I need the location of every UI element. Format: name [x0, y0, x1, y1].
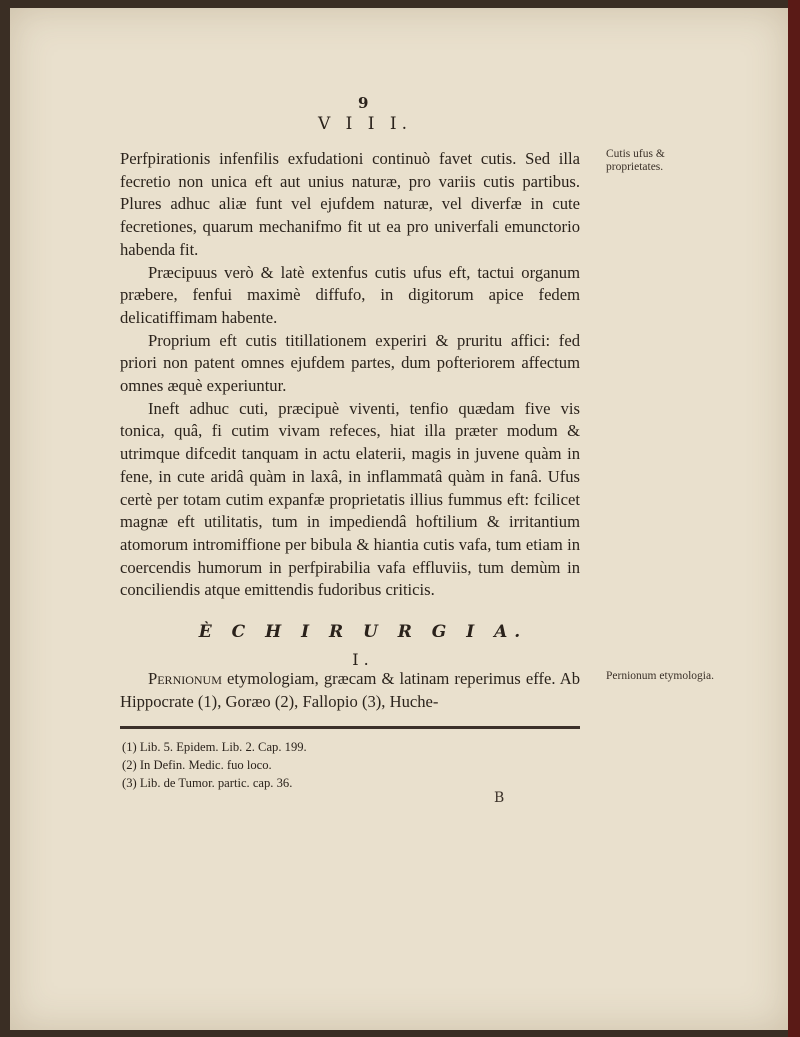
footnote: (2) In Defin. Medic. fuo loco.	[122, 758, 272, 772]
paragraph: Perfpirationis infenfilis exfudationi continuò favet cutis. Sed illa fecretio non unica eft aut unius naturæ, pro variis cutis partibus. Plures adhuc aliæ funt vel ejufdem naturæ, vel diverfæ in cute fecretiones, quarum mechanifmo fit ut ea pro univerfali emunctorio habenda fit.	[120, 149, 580, 259]
main-text	[120, 148, 580, 602]
smallcaps-word: Pernionum	[148, 669, 222, 688]
paragraph-rest: etymologiam, græcam & latinam reperimus effe. Ab Hippocrate (1), Goræo (2), Fallopio (3), Huche-	[120, 669, 580, 711]
footnotes	[122, 738, 562, 792]
chapter-subheading: È C H I R U R G I A.	[198, 622, 528, 642]
paragraph: Præcipuus verò & latè extenfus cutis ufus eft, tactui organum præbere, fenfui maximè diffufo, in digitorum apice fedem delicatiffimam habente.	[120, 262, 580, 327]
main-text-2	[120, 668, 580, 713]
footnote-rule	[120, 726, 580, 729]
footnote: (1) Lib. 5. Epidem. Lib. 2. Cap. 199.	[122, 740, 307, 754]
paragraph: Proprium eft cutis titillationem experiri & pruritu affici: fed priori non patent omnes ejufdem partes, dum pofteriorem affectum omnes æquè experiuntur.	[120, 330, 580, 396]
paragraph	[120, 668, 580, 713]
paragraph: Ineft adhuc cuti, præcipuè viventi, tenfio quædam five vis tonica, quâ, fi cutim vivam refeces, hiat illa præter modum & utrimque difcedit tanquam in actu elaterii, magis in juvene quàm in fene, in cute aridâ quàm in laxâ, in inflammatâ quàm in fanâ. Ufus certè per totam cutim expanfæ proprietatis illius fummus eft: fcilicet magnæ eft utilitatis, tum in impediendâ hoftilium & irritantium atomorum intromiffione per bibula & hiantia cutis vafa, tum etiam in coercendis humorum in perfpirabilia vafa effluviis, tum demùm in conciliendis atque emittendis fudoribus criticis.	[120, 398, 580, 600]
catchword: B	[494, 790, 505, 806]
book-edge	[788, 0, 800, 1037]
book-page	[10, 8, 788, 1030]
subsection-number: I.	[352, 650, 374, 669]
page-number: 9	[358, 94, 369, 112]
footnote: (3) Lib. de Tumor. partic. cap. 36.	[122, 776, 293, 790]
section-heading: V I I I.	[317, 114, 413, 134]
marginal-note: Cutis ufus & proprietates.	[606, 148, 665, 173]
marginal-note: Pernionum etymologia.	[606, 670, 714, 682]
